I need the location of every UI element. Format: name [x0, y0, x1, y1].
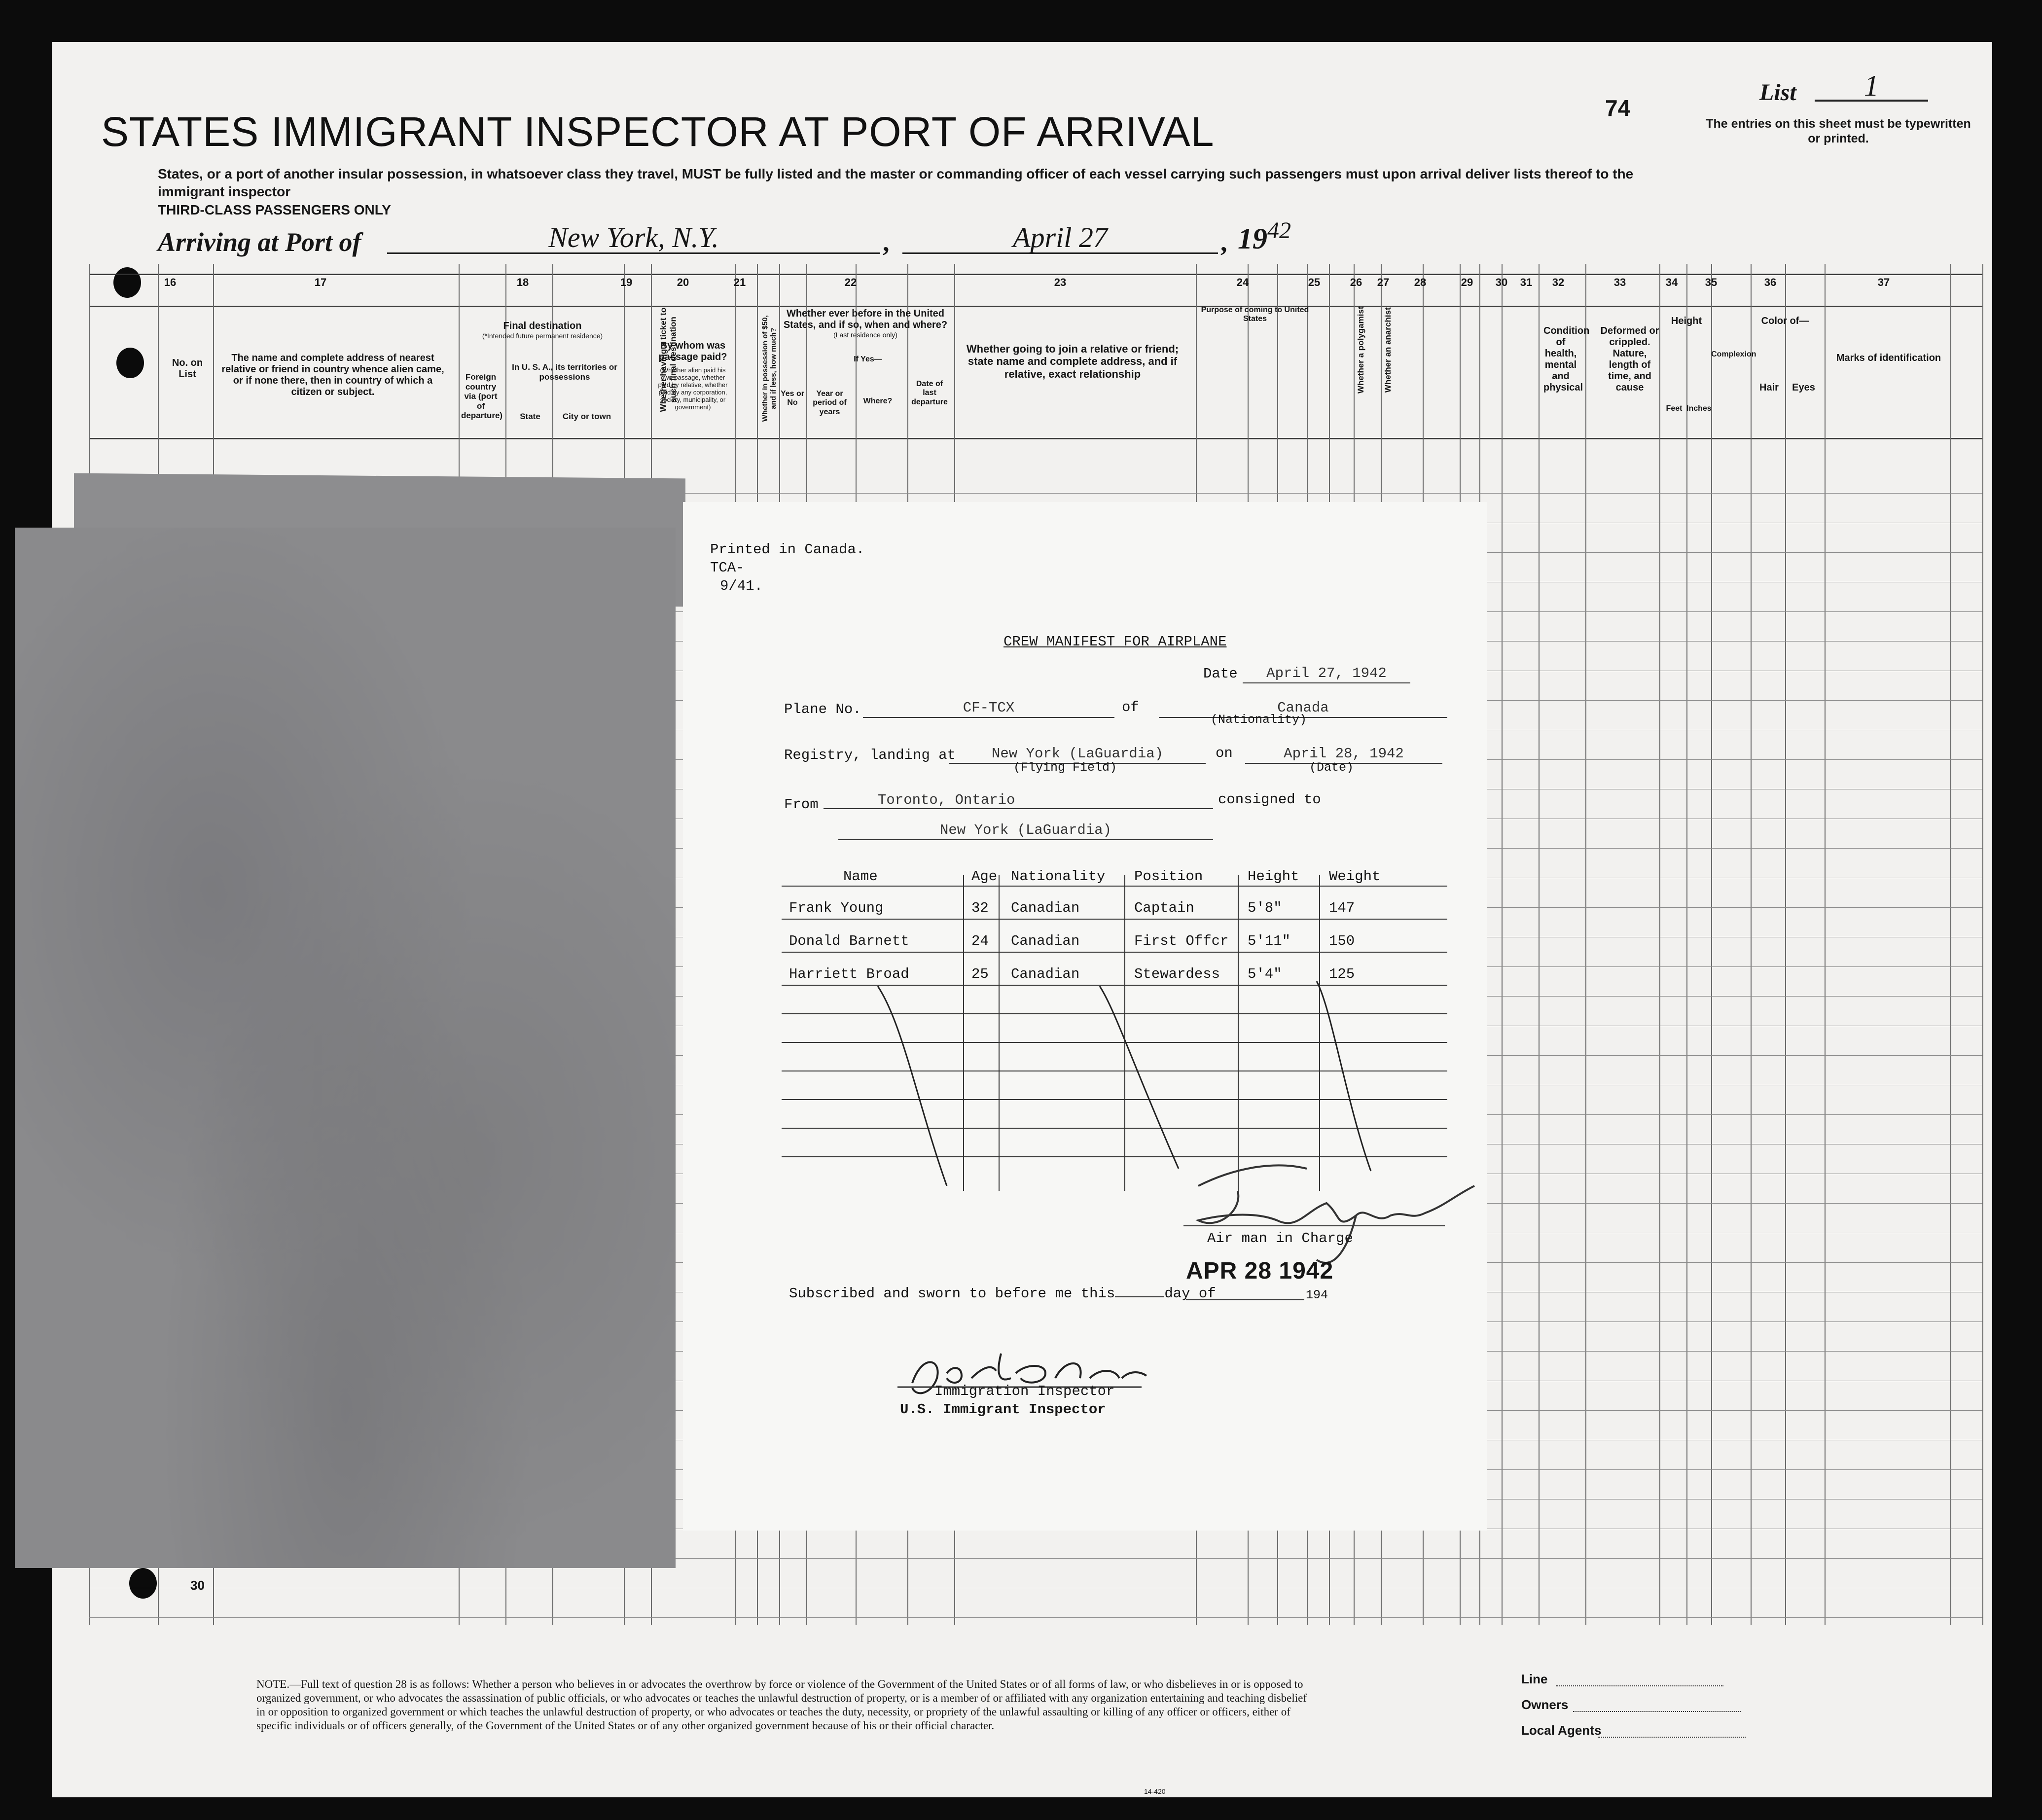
nationality-caption: (Nationality): [1211, 713, 1307, 727]
col-19-header: Whether having a ticket to such final destination: [658, 307, 678, 412]
of-label: of: [1122, 699, 1139, 715]
col-35-header: Complexion: [1711, 350, 1756, 358]
landing-date: April 28, 1942: [1245, 745, 1442, 764]
form-number: 14-420: [1144, 1787, 1166, 1795]
inspector-stamp: U.S. Immigrant Inspector: [900, 1401, 1106, 1418]
crew-cell-nationality: Canadian: [1011, 900, 1080, 916]
column-rule: [1950, 264, 1951, 1625]
manifest-date: April 27, 1942: [1243, 665, 1410, 683]
crew-header-height: Height: [1248, 868, 1299, 885]
col-34-header: Height: [1671, 316, 1702, 326]
col-22-sub: (Last residence only): [833, 331, 897, 339]
col-22-header: [779, 308, 952, 339]
date-caption: (Date): [1309, 760, 1354, 775]
list-label: List: [1759, 79, 1796, 106]
column-number: 24: [1236, 276, 1249, 288]
crew-cell-nationality: Canadian: [1011, 933, 1080, 949]
class-line: THIRD-CLASS PASSENGERS ONLY: [158, 202, 391, 217]
crew-cell-position: Captain: [1134, 900, 1194, 916]
col-22-title: Whether ever before in the United States, and if so, when and where?: [783, 308, 948, 330]
column-rule: [1502, 264, 1503, 1625]
rotated-column-headers: [1198, 316, 1534, 434]
sworn-day-label: day of: [1164, 1285, 1216, 1302]
row-rule: [89, 1617, 1982, 1618]
sworn-prefix: Subscribed and sworn to before me this: [789, 1285, 1115, 1302]
crew-cell-weight: 125: [1329, 966, 1355, 982]
airman-signature: [1179, 1156, 1484, 1270]
stamp-line: [1186, 1299, 1304, 1300]
manifest-title: CREW MANIFEST FOR AIRPLANE: [1003, 634, 1227, 650]
column-number: 31: [1520, 276, 1533, 288]
col-22c-header: Year or period of years: [813, 390, 847, 416]
crew-cell-weight: 150: [1329, 933, 1355, 949]
year-prefix: 19: [1238, 222, 1267, 255]
col-32-header: Condition of health, mental and physical: [1543, 325, 1590, 393]
port-field: New York, N.Y.: [387, 223, 880, 254]
line-label: Line: [1521, 1672, 1548, 1686]
crew-cell-position: Stewardess: [1134, 966, 1220, 982]
column-rule: [1539, 264, 1540, 1625]
owners-label: Owners: [1521, 1697, 1569, 1712]
col-18c-header: State: [520, 412, 540, 421]
column-rule: [1585, 264, 1586, 1625]
crew-header-position: Position: [1134, 868, 1203, 885]
column-number: 25: [1308, 276, 1321, 288]
col-16-header: No. on List: [172, 357, 203, 380]
col-36b-header: Eyes: [1792, 382, 1815, 393]
column-rule: [1751, 264, 1752, 1625]
column-rule: [1785, 264, 1786, 1625]
column-number: 23: [1054, 276, 1067, 288]
table-rule: [782, 952, 1447, 953]
column-number: 30: [1495, 276, 1508, 288]
consigned-field: New York (LaGuardia): [838, 821, 1213, 840]
col-22a-header: Yes or No: [780, 390, 805, 407]
crew-cell-age: 25: [971, 966, 989, 982]
overlay-gray-sheet: [15, 528, 676, 1568]
plane-label: Plane No.: [784, 701, 861, 717]
col-22e-header: Date of last departure: [911, 380, 948, 406]
from-field: Toronto, Ontario: [824, 791, 1213, 809]
column-number: 17: [314, 276, 327, 288]
nationality-value: Canada: [1159, 699, 1447, 718]
column-rule: [1686, 264, 1687, 1625]
crew-cell-age: 32: [971, 900, 989, 916]
column-number: 27: [1377, 276, 1390, 288]
column-number-rule: [89, 306, 1982, 307]
col-36a-header: Hair: [1759, 382, 1779, 393]
column-number: 33: [1613, 276, 1626, 288]
crew-cell-name: Frank Young: [789, 900, 884, 916]
column-number: 21: [733, 276, 746, 288]
column-number: 29: [1461, 276, 1473, 288]
date-stamp: APR 28 1942: [1186, 1258, 1334, 1284]
col-22d-header: Where?: [863, 397, 893, 405]
column-number: 32: [1552, 276, 1565, 288]
column-number: 34: [1665, 276, 1678, 288]
registry-label: Registry, landing at: [784, 747, 956, 763]
form-date: 9/41.: [720, 578, 763, 594]
on-label: on: [1216, 745, 1233, 761]
column-number: 20: [677, 276, 689, 288]
comma: ,: [1220, 227, 1227, 257]
list-number: 1: [1815, 72, 1928, 102]
col-23-header: Whether going to join a relative or friend; state name and complete address, and if relative, exact relationship: [966, 343, 1179, 380]
crew-cell-age: 24: [971, 933, 989, 949]
crew-cell-height: 5'4": [1248, 966, 1282, 982]
printed-in-canada: Printed in Canada.: [710, 541, 865, 558]
sworn-year: 194: [1306, 1288, 1328, 1302]
flying-field-caption: (Flying Field): [1013, 760, 1117, 775]
col-27-vheader: Whether an anarchist: [1383, 307, 1393, 393]
crew-cell-height: 5'11": [1248, 933, 1291, 949]
date-field: April 27: [902, 223, 1218, 254]
col-33-header: Deformed or crippled. Nature, length of time, and cause: [1600, 325, 1659, 393]
col-36-header: Color of—: [1761, 316, 1809, 326]
column-rule: [1982, 264, 1983, 1625]
owners-field[interactable]: [1573, 1701, 1741, 1712]
entries-note: The entries on this sheet must be typewritten or printed.: [1706, 117, 1971, 145]
column-number: 16: [164, 276, 177, 288]
crew-cell-name: Harriett Broad: [789, 966, 909, 982]
arriving-label: Arriving at Port of: [158, 227, 361, 257]
column-number: 36: [1764, 276, 1777, 288]
row-number-30: 30: [190, 1578, 205, 1593]
column-number: 26: [1350, 276, 1362, 288]
col-34b-header: Inches: [1686, 404, 1712, 413]
landing-field: New York (LaGuardia): [949, 745, 1206, 764]
crew-header-age: Age: [971, 868, 998, 885]
col-18-title: Final destination: [503, 321, 582, 331]
col-18b-header: In U. S. A., its territories or possessions: [512, 362, 617, 382]
crew-header-nationality: Nationality: [1011, 868, 1106, 885]
col-20-sub: (Whether alien paid his own passage, whether paid by relative, whether paid by any corporation, society, municipality, or government): [658, 366, 728, 411]
crew-cell-position: First Offcr: [1134, 933, 1229, 949]
column-rule: [1711, 264, 1712, 1625]
comma: ,: [883, 227, 890, 257]
table-rule: [782, 919, 1447, 920]
crew-cell-weight: 147: [1329, 900, 1355, 916]
col-18-header: [461, 321, 624, 340]
instructions: [158, 165, 1637, 219]
instructions-line: States, or a port of another insular possession, in whatsoever class they travel, MUST be fully listed and the master or commanding officer of each vessel carrying such passengers must upon arrival deliver lists thereof to the immigrant inspector: [158, 166, 1634, 200]
col-20-title: By whom was passage paid?: [658, 340, 727, 362]
column-rule: [1825, 264, 1826, 1625]
airman-label: Air man in Charge: [1207, 1230, 1353, 1247]
col-17-header: The name and complete address of nearest relative or friend in country whence alien came, or if none there, then in country of which a citizen or subject.: [221, 353, 444, 397]
airman-line: [1183, 1225, 1445, 1226]
inspector-label: Immigration Inspector: [934, 1383, 1115, 1399]
column-number: 28: [1414, 276, 1427, 288]
punch-hole: [129, 1568, 157, 1599]
agents-field[interactable]: [1598, 1727, 1746, 1738]
col-22b-header: If Yes—: [854, 355, 882, 363]
column-number: 22: [844, 276, 857, 288]
footnote-q28: NOTE.—Full text of question 28 is as follows: Whether a person who believes in or advocates the overthrow by force or violence of the Government of the United States or of all forms of law, or who disbelieves in or is opposed to organized government, or who advocates the assassination of public officials, or who advocates or teaches the unlawful destruction of property, or is a member of or affiliated with any organization entertaining and teaching disbelief in or opposition to organized government or which teaches the unlawful destruction of property, or who advocates or teaches the duty, necessity, or propriety of the unlawful assaulting or killing of any officer or officers, either of specific individuals or of officers generally, of the Government of the United States or of any other organized government because of his or their official character.: [256, 1678, 1307, 1732]
crew-cell-height: 5'8": [1248, 900, 1282, 916]
sheet-number: 74: [1605, 95, 1631, 121]
year-field: [1238, 217, 1291, 256]
date-label: Date: [1203, 666, 1238, 682]
col-18-sub: (*Intended future permanent residence): [482, 332, 603, 340]
crew-header-name: Name: [843, 868, 878, 885]
col-18a-header: Foreign country via (port of departure): [461, 372, 503, 421]
line-field[interactable]: [1556, 1676, 1723, 1686]
crew-cell-nationality: Canadian: [1011, 966, 1080, 982]
year-value: 42: [1267, 217, 1291, 244]
column-number: 37: [1877, 276, 1890, 288]
col-37-header: Marks of identification: [1836, 353, 1941, 363]
col-26-vheader: Whether a polygamist: [1356, 306, 1366, 394]
sworn-statement: [789, 1285, 1216, 1302]
column-number: 18: [516, 276, 529, 288]
agents-label: Local Agents: [1521, 1723, 1602, 1738]
column-rule: [1659, 264, 1660, 1625]
col-21-header: Whether in possession of $50, and if less, how much?: [760, 315, 778, 422]
crew-header-weight: Weight: [1329, 868, 1381, 885]
sworn-day-blank: [1115, 1296, 1164, 1297]
form-title: STATES IMMIGRANT INSPECTOR AT PORT OF ARRIVAL: [101, 108, 1215, 155]
col-34a-header: Feet: [1666, 404, 1683, 413]
col-24-header: Purpose of coming to United States: [1201, 306, 1309, 323]
from-label: From: [784, 796, 819, 813]
check-strokes: [858, 979, 1400, 1186]
column-number: 19: [620, 276, 633, 288]
col-18d-header: City or town: [562, 412, 611, 421]
plane-number: CF-TCX: [863, 699, 1114, 718]
crew-cell-name: Donald Barnett: [789, 933, 909, 949]
column-number: 35: [1705, 276, 1718, 288]
consigned-label: consigned to: [1218, 791, 1321, 808]
table-rule: [782, 886, 1447, 887]
form-code: TCA-: [710, 560, 745, 576]
